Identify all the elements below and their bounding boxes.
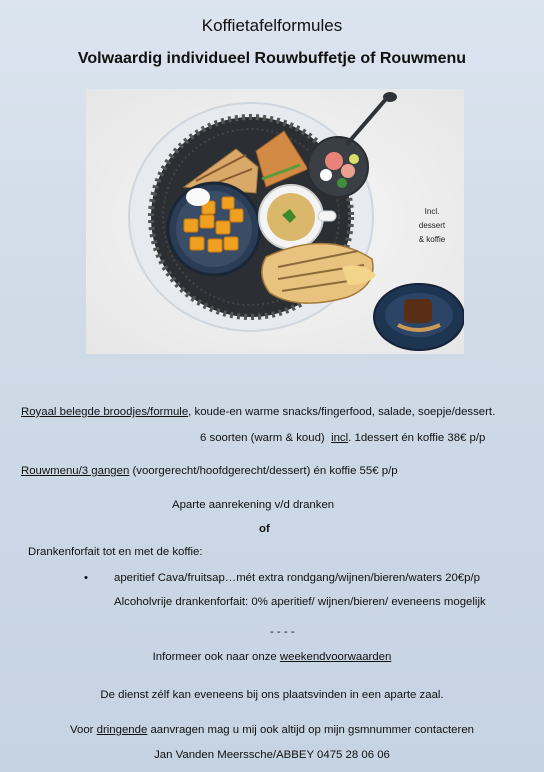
food-photo	[86, 89, 464, 354]
document-title: Koffietafelformules	[201, 16, 343, 35]
buffet-line	[21, 406, 495, 418]
buffet-line2-b: . 1dessert én koffie 38€ p/p	[348, 432, 486, 444]
buffet-link: Royaal belegde broodjes/formule	[21, 406, 189, 418]
urgent-prefix: Voor	[70, 724, 97, 736]
contact-line: Jan Vanden Meerssche/ABBEY 0475 28 06 06	[154, 749, 390, 761]
photo-caption	[412, 205, 452, 247]
menu-line	[21, 465, 398, 477]
photo-caption-line: & koffie	[418, 235, 446, 244]
photo-caption-line: Incl.	[424, 207, 440, 216]
photo-caption-line: dessert	[418, 221, 446, 230]
separate-billing: Aparte aanrekening v/d dranken	[172, 499, 335, 511]
venue-line: De dienst zélf kan eveneens bij ons plaatsvinden in een aparte zaal.	[100, 689, 444, 701]
divider: - - - -	[270, 626, 295, 638]
menu-link: Rouwmenu/3 gangen	[21, 465, 130, 477]
buffet-incl: incl	[331, 432, 349, 444]
or-separator: of	[259, 523, 270, 535]
bullet-icon: •	[84, 572, 88, 584]
drinks-bullet-text: aperitief Cava/fruitsap…mét extra rondgang/wijnen/bieren/waters 20€p/p	[114, 572, 480, 584]
non-alcoholic-package: Alcoholvrije drankenforfait: 0% aperitief/ wijnen/bieren/ eveneens mogelijk	[114, 596, 486, 608]
buffet-line2-a: 6 soorten (warm & koud)	[200, 432, 325, 444]
menu-description: (voorgerecht/hoofdgerecht/dessert) én koffie 55€ p/p	[129, 465, 398, 477]
weekend-link: weekendvoorwaarden	[279, 651, 392, 663]
urgent-line	[0, 724, 544, 736]
buffet-description: , koude-en warme snacks/fingerfood, salade, soepje/dessert.	[188, 406, 496, 418]
urgent-suffix: aanvragen mag u mij ook altijd op mijn gsmnummer contacteren	[147, 724, 474, 736]
weekend-line	[0, 651, 544, 663]
drinks-package-title: Drankenforfait tot en met de koffie:	[28, 546, 203, 558]
weekend-prefix: Informeer ook naar onze	[152, 651, 280, 663]
buffet-price-line	[200, 432, 485, 444]
food-platter-illustration	[86, 89, 464, 354]
urgent-link: dringende	[96, 724, 148, 736]
document-subtitle: Volwaardig individueel Rouwbuffetje of Rouwmenu	[77, 50, 467, 67]
